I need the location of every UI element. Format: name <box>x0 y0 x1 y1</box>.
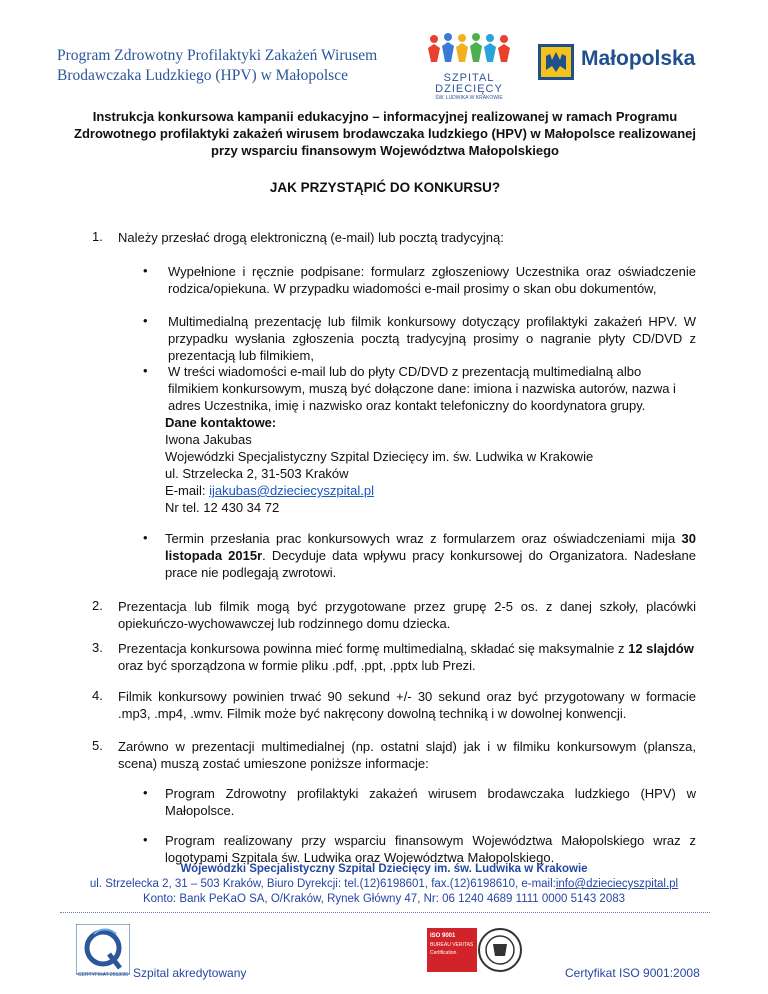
intro-line2: Zdrowotnego profilaktyki zakażeń wirusem brodawczaka ludzkiego (HPV) w Małopolsce realizowanej <box>74 126 696 141</box>
footer-bank: Konto: Bank PeKaO SA, O/Kraków, Rynek Główny 47, Nr: 06 1240 4689 1111 0000 5143 2083 <box>142 893 626 905</box>
deadline-part2: . Decyduje data wpływu pracy konkursowej do Organizatora. Nadesłane prace nie podlegają zwrotowi. <box>165 548 696 580</box>
item2-text: Prezentacja lub filmik mogą być przygotowane przez grupę 2-5 os. z danej szkoły, placówki opiekuńczo-wychowawczej lub rodzinnego domu dziecka. <box>118 599 696 631</box>
contact-phone: Nr tel. 12 430 34 72 <box>165 500 280 515</box>
program-title-line1: Program Zdrowotny Profilaktyki Zakażeń Wirusem <box>57 47 378 64</box>
szpital-logo-text1: SZPITAL <box>443 72 495 84</box>
contact-heading: Dane kontaktowe: <box>165 415 277 430</box>
item1-number: 1. <box>92 229 103 244</box>
intro-heading <box>60 108 710 159</box>
item3-bold: 12 slajdów <box>628 641 694 656</box>
item4-text: Filmik konkursowy powinien trwać 90 sekund +/- 30 sekund oraz być przygotowany w formacie .mp3, .mp4, .wmv. Filmik może być nakręcony dowolną techniką i w dowolnej konwencji. <box>118 689 696 721</box>
item1-bullet1: Wypełnione i ręcznie podpisane: formularz zgłoszeniowy Uczestnika oraz oświadczenie rodzica/opiekuna. W przypadku wiadomości e-mail prosimy o skan obu dokumentów, <box>168 264 696 296</box>
item5-number: 5. <box>92 738 103 753</box>
intro-line3: przy wsparciu finansowym Województwa Małopolskiego <box>211 143 559 158</box>
section-title: JAK PRZYSTĄPIĆ DO KONKURSU? <box>269 180 501 195</box>
footer-address-text: ul. Strzelecka 2, 31 – 503 Kraków, Biuro Dyrekcji: tel.(12)6198601, fax.(12)6198610, e-mail: <box>89 878 556 890</box>
contact-email-link[interactable]: ijakubas@dzieciecyszpital.pl <box>209 483 374 498</box>
item2-number: 2. <box>92 598 103 613</box>
bullet-icon: • <box>143 313 148 328</box>
contact-name: Iwona Jakubas <box>165 432 252 447</box>
item3-text1: Prezentacja konkursowa powinna mieć formę multimedialną, składać się maksymalnie z <box>118 641 629 656</box>
program-title-line2: Brodawczaka Ludzkiego (HPV) w Małopolsce <box>57 67 348 84</box>
item3-line2: oraz być sporządzona w formie pliku .pdf, .ppt, .pptx lub Prezi. <box>118 658 476 673</box>
bullet-icon: • <box>143 832 148 847</box>
item1-bullet3-line1: W treści wiadomości e-mail lub do płyty CD/DVD z prezentacją multimedialną albo <box>168 364 642 379</box>
cmjq-accreditation-logo <box>76 924 130 982</box>
iso-certificate-label: Certyfikat ISO 9001:2008 <box>565 966 700 980</box>
contact-org: Wojewódzki Specjalistyczny Szpital Dziecięcy im. św. Ludwika w Krakowie <box>165 449 594 464</box>
footer-hospital-name: Wojewódzki Specjalistyczny Szpital Dziecięcy im. św. Ludwika w Krakowie <box>180 863 588 875</box>
bureau-veritas-logo <box>425 922 523 978</box>
item3-number: 3. <box>92 640 103 655</box>
contact-email-label: E-mail: <box>165 483 210 498</box>
malopolska-label: Małopolska <box>581 47 696 70</box>
item1-bullet3-line3: adres Uczestnika, imię i nazwisko oraz kontakt telefoniczny do koordynatora grupy. <box>168 398 646 413</box>
item1-bullet2: Multimedialną prezentację lub filmik konkursowy dotyczący profilaktyki zakażeń HPV. W przypadku wysłania zgłoszenia pocztą tradycyjną prosimy o nagranie płyty CD/DVD z prezentacją lub filmikiem, <box>168 314 696 363</box>
bullet-icon: • <box>143 363 148 378</box>
item1-bullet3-line2: filmikiem konkursowym, muszą być dołączone dane: imiona i nazwiska autorów, nazwa i <box>168 381 676 396</box>
item5-bullet1: Program Zdrowotny profilaktyki zakażeń wirusem brodawczaka ludzkiego (HPV) w Małopolsce. <box>165 786 696 818</box>
deadline-text <box>165 530 696 581</box>
item4-number: 4. <box>92 688 103 703</box>
children-figures-icon <box>424 32 514 68</box>
szpital-logo-text2: DZIECIĘCY <box>435 83 503 95</box>
accredited-label: Szpital akredytowany <box>133 966 247 980</box>
malopolska-crest-icon <box>538 44 574 80</box>
bullet-icon: • <box>143 530 148 545</box>
contact-address: ul. Strzelecka 2, 31-503 Kraków <box>165 466 349 481</box>
szpital-dzieciecy-logo <box>424 32 514 101</box>
footer-divider <box>60 912 710 913</box>
item1-text: Należy przesłać drogą elektroniczną (e-mail) lub pocztą tradycyjną: <box>118 230 504 245</box>
program-title <box>57 46 377 86</box>
item1-bullet3 <box>168 363 708 414</box>
deadline-part1: Termin przesłania prac konkursowych wraz z formularzem oraz oświadczeniami mija <box>165 531 682 546</box>
item5-text: Zarówno w prezentacji multimedialnej (np. ostatni slajd) jak i w filmiku konkursowym (plansza, scena) muszą zostać umieszone poniższe informacje: <box>118 739 696 771</box>
bv-line1: ISO 9001 <box>430 933 456 939</box>
szpital-logo-text3: ŚW. LUDWIKA W KRAKOWIE <box>435 95 503 101</box>
deadline-bold2: listopada 2015r <box>165 548 263 563</box>
deadline-bold1: 30 <box>681 531 696 546</box>
item5-bullet2: Program realizowany przy wsparciu finansowym Województwa Małopolskiego wraz z logotypami Szpitala św. Ludwika oraz Województwa Małopolskiego. <box>165 833 696 865</box>
bv-line2: BUREAU VERITAS <box>430 942 474 948</box>
footer-email-link[interactable]: info@dzieciecyszpital.pl <box>555 878 679 890</box>
bullet-icon: • <box>143 263 148 278</box>
contact-block <box>165 414 593 516</box>
cmjq-badge-text: CERTYFIKAT 2013/36 <box>77 972 129 978</box>
intro-line1: Instrukcja konkursowa kampanii edukacyjno – informacyjnej realizowanej w ramach Programu <box>92 109 678 124</box>
footer-address <box>0 878 768 890</box>
item3-text <box>118 640 708 674</box>
bv-line3: Certification <box>430 950 457 956</box>
item3-line1 <box>118 640 708 657</box>
bullet-icon: • <box>143 785 148 800</box>
contact-email-row <box>165 482 593 499</box>
